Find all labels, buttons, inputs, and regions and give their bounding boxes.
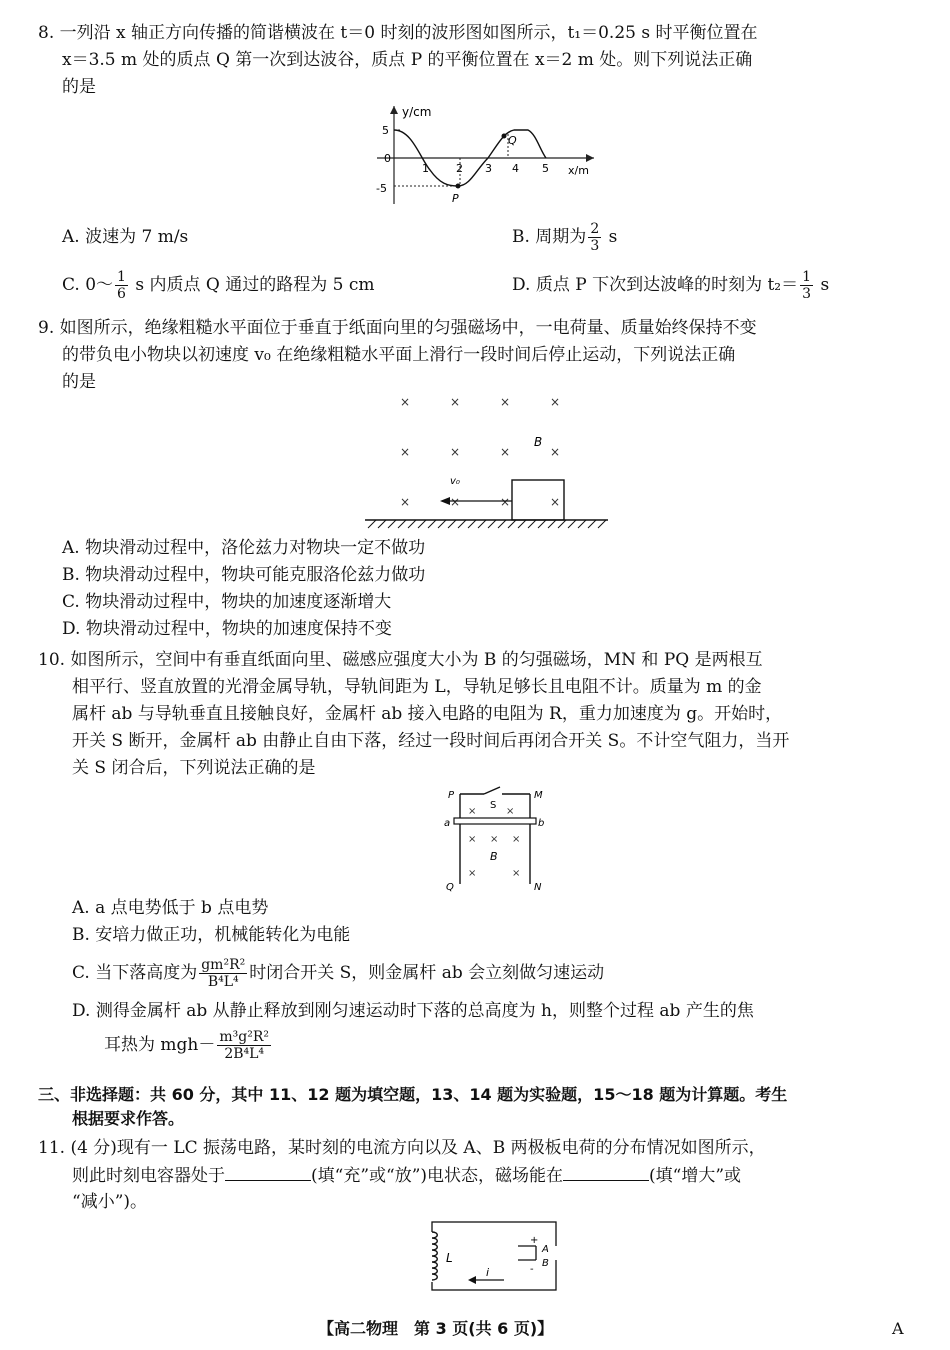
q8-option-c (62, 266, 375, 304)
q11-stem-line-2 (72, 1164, 741, 1187)
section-3-heading-line-2: 根据要求作答。 (72, 1109, 185, 1128)
svg-text:×: × (400, 445, 411, 459)
svg-text:×: × (400, 395, 411, 409)
svg-text:×: × (512, 834, 521, 845)
label-q: Q (446, 882, 454, 893)
q9-option-b: B. 物块滑动过程中，物块可能克服洛伦兹力做功 (62, 565, 426, 585)
q10-stem-line-2: 相平行、竖直放置的光滑金属导轨，导轨间距为 L，导轨足够长且电阻不计。质量为 m 的金 (72, 677, 762, 697)
q10-option-c-text: C. 当下落高度为 (72, 963, 198, 983)
q10-option-a: A. a 点电势低于 b 点电势 (72, 898, 269, 918)
velocity-label: v₀ (450, 476, 460, 487)
label-inductor: L (446, 1251, 453, 1265)
point-p-label: P (452, 192, 459, 205)
rail-circuit-figure (440, 784, 550, 894)
answer-blank-2[interactable] (563, 1164, 649, 1181)
q11-stem-line-3: “减小”)。 (72, 1192, 148, 1212)
q8-b-denominator: 3 (590, 238, 600, 254)
svg-text:×: × (500, 445, 511, 459)
q9-stem-line-1: 9. 如图所示，绝缘粗糙水平面位于垂直于纸面向里的匀强磁场中，一电荷量、质量始终保持不变 (38, 318, 757, 338)
q10-option-d-line-2 (104, 1025, 273, 1065)
q8-option-b (512, 218, 617, 256)
svg-text:×: × (512, 868, 521, 879)
q8-option-b-unit: s (608, 227, 618, 247)
magnetic-block-figure (360, 388, 610, 533)
q8-option-b-fraction (588, 221, 601, 254)
q8-option-d (512, 266, 829, 304)
q8-stem-line-2: x＝3.5 m 处的质点 Q 第一次到达波谷，质点 P 的平衡位置在 x＝2 m 处。则下列说法正确 (62, 50, 753, 70)
rod-ab (454, 818, 536, 824)
answer-blank-1[interactable] (225, 1164, 311, 1181)
q9-stem-line-2: 的带负电小物块以初速度 v₀ 在绝缘粗糙水平面上滑行一段时间后停止运动，下列说法正确 (62, 345, 736, 365)
svg-text:×: × (450, 495, 461, 509)
q8-option-d-unit: s (820, 275, 830, 295)
q8-option-d-text: D. 质点 P 下次到达波峰的时刻为 t₂＝ (512, 275, 799, 295)
q8-option-c-fraction (115, 269, 128, 302)
x-axis-label: x/m (568, 164, 589, 177)
q8-d-numerator: 1 (802, 269, 812, 285)
q10-option-d-text: 耳热为 mgh－ (104, 1035, 216, 1055)
y-axis-label: y/cm (402, 105, 432, 119)
label-field-b: B (490, 850, 498, 863)
svg-text:×: × (550, 395, 561, 409)
label-p: P (448, 790, 455, 801)
section-3-heading-line-1: 三、非选择题：共 60 分，其中 11、12 题为填空题，13、14 题为实验题，15～18 题为计算题。考生 (38, 1085, 788, 1104)
q8-option-c-rest: s 内质点 Q 通过的路程为 5 cm (135, 275, 375, 295)
point-q-label: Q (508, 134, 517, 147)
field-label: B (534, 435, 543, 449)
q10-option-d-fraction (217, 1029, 271, 1062)
label-n: N (534, 882, 542, 893)
switch-s (484, 787, 500, 794)
lc-circuit-figure (418, 1216, 568, 1296)
tick-y-neg5: -5 (376, 182, 387, 195)
point-q (502, 134, 507, 139)
svg-text:×: × (506, 806, 515, 817)
label-a: a (444, 818, 451, 829)
svg-text:×: × (490, 834, 499, 845)
wave-figure (372, 100, 602, 210)
label-b: b (538, 818, 545, 829)
svg-text:×: × (468, 806, 477, 817)
q9-option-d: D. 物块滑动过程中，物块的加速度保持不变 (62, 619, 392, 639)
q11-stem-line-1: 11. (4 分)现有一 LC 振荡电路，某时刻的电流方向以及 A、B 两极板电荷的分布情况如图所示， (38, 1138, 766, 1158)
q10-option-b: B. 安培力做正功，机械能转化为电能 (72, 925, 351, 945)
svg-text:×: × (550, 445, 561, 459)
q10-c-numerator: gm²R² (201, 957, 246, 973)
q8-option-b-text: B. 周期为 (512, 227, 587, 247)
q10-option-c-rest: 时闭合开关 S，则金属杆 ab 会立刻做匀速运动 (249, 963, 605, 983)
tick-y-0: 0 (384, 152, 391, 165)
svg-text:×: × (400, 495, 411, 509)
q9-option-a: A. 物块滑动过程中，洛伦兹力对物块一定不做功 (62, 538, 426, 558)
field-crosses (400, 395, 560, 509)
paper-version: A (892, 1319, 904, 1338)
q11-text-2: (填“充”或“放”)电状态，磁场能在 (311, 1166, 564, 1186)
svg-text:×: × (450, 445, 461, 459)
page-footer: 【高二物理 第 3 页(共 6 页)】 (318, 1319, 554, 1338)
q8-stem-line-3: 的是 (62, 77, 96, 97)
svg-text:×: × (500, 495, 511, 509)
svg-text:×: × (550, 495, 561, 509)
q8-option-c-text: C. 0～ (62, 275, 114, 295)
q10-d-denominator: 2B⁴L⁴ (224, 1046, 265, 1062)
q10-stem-line-1: 10. 如图所示，空间中有垂直纸面向里、磁感应强度大小为 B 的匀强磁场，MN 和 PQ 是两根互 (38, 650, 763, 670)
minus-sign: - (530, 1264, 534, 1275)
q8-option-d-fraction (800, 269, 813, 302)
q9-option-c: C. 物块滑动过程中，物块的加速度逐渐增大 (62, 592, 392, 612)
field-crosses (468, 806, 520, 879)
q10-option-c (72, 954, 604, 992)
q8-c-denominator: 6 (117, 286, 126, 302)
tick-y-5: 5 (382, 124, 389, 137)
q8-c-numerator: 1 (117, 269, 126, 285)
svg-text:×: × (468, 834, 477, 845)
tick-x-4: 4 (512, 162, 519, 175)
label-current: i (486, 1266, 490, 1279)
svg-text:×: × (500, 395, 511, 409)
q10-stem-line-3: 属杆 ab 与导轨垂直且接触良好，金属杆 ab 接入电路的电阻为 R，重力加速度为 g。开始时， (72, 704, 783, 724)
q8-d-denominator: 3 (802, 286, 812, 302)
svg-text:×: × (468, 868, 477, 879)
q8-stem-line-1: 8. 一列沿 x 轴正方向传播的简谐横波在 t＝0 时刻的波形图如图所示，t₁＝0.25 s 时平衡位置在 (38, 23, 758, 43)
q8-b-numerator: 2 (590, 221, 600, 237)
q10-stem-line-4: 开关 S 断开，金属杆 ab 由静止自由下落，经过一段时间后再闭合开关 S。不计空气阻力，当开 (72, 731, 790, 751)
q10-option-c-fraction (199, 957, 247, 990)
tick-x-5: 5 (542, 162, 549, 175)
q8-option-a: A. 波速为 7 m/s (62, 227, 189, 247)
tick-x-2: 2 (456, 162, 463, 175)
ground-hatching (368, 520, 606, 528)
q10-d-numerator: m³g²R² (219, 1029, 269, 1045)
plus-sign: + (530, 1235, 539, 1246)
q10-c-denominator: B⁴L⁴ (207, 974, 239, 990)
label-m: M (534, 790, 543, 801)
q11-text-1: 则此时刻电容器处于 (72, 1166, 225, 1186)
svg-text:×: × (450, 395, 461, 409)
tick-x-3: 3 (485, 162, 492, 175)
tick-x-1: 1 (422, 162, 429, 175)
label-s: S (490, 800, 497, 811)
q10-option-d-line-1: D. 测得金属杆 ab 从静止释放到刚匀速运动时下落的总高度为 h，则整个过程 ab 产生的焦 (72, 1001, 754, 1021)
point-p (456, 184, 461, 189)
label-plate-a: A (542, 1244, 549, 1255)
q9-stem-line-3: 的是 (62, 372, 96, 392)
q10-stem-line-5: 关 S 闭合后，下列说法正确的是 (72, 758, 316, 778)
label-plate-b: B (542, 1258, 549, 1269)
q11-text-3: (填“增大”或 (649, 1166, 742, 1186)
